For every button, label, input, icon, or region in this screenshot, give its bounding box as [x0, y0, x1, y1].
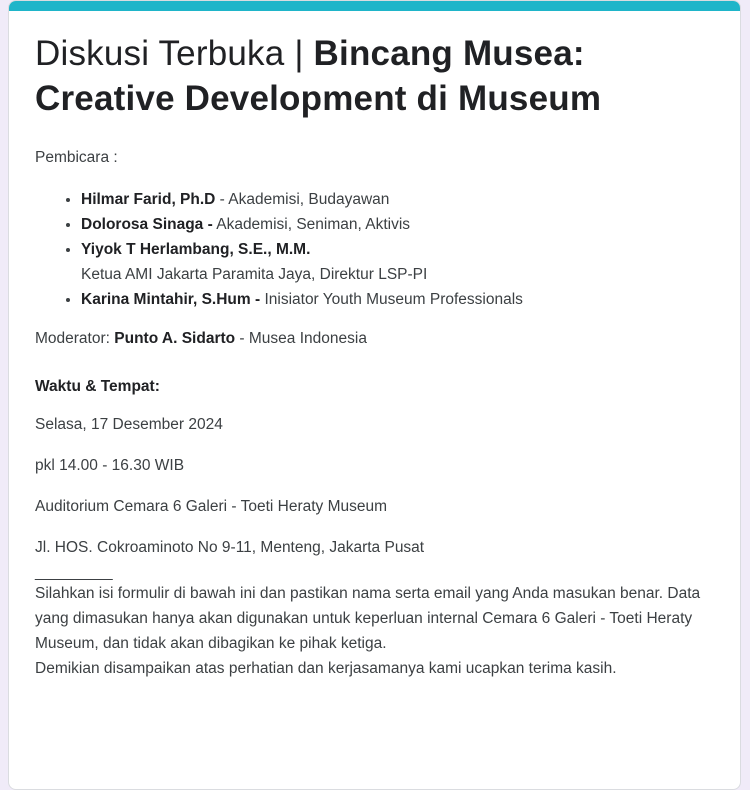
speaker-name: Dolorosa Sinaga -	[81, 216, 213, 233]
speaker-role: Akademisi, Seniman, Aktivis	[212, 216, 411, 233]
moderator-line	[35, 330, 716, 348]
event-date: Selasa, 17 Desember 2024	[35, 416, 223, 433]
waktu-tempat-label: Waktu & Tempat:	[35, 378, 160, 395]
form-description	[35, 149, 716, 681]
moderator-org: - Musea Indonesia	[235, 330, 367, 347]
speaker-name: Karina Mintahir, S.Hum -	[81, 291, 261, 308]
moderator-name: Punto A. Sidarto	[114, 330, 236, 347]
speakers-label: Pembicara :	[35, 149, 118, 166]
speaker-subline: Ketua AMI Jakarta Paramita Jaya, Direktur LSP-PI	[81, 266, 428, 283]
card-content	[9, 11, 740, 681]
speaker-role: - Akademisi, Budayawan	[215, 191, 390, 208]
list-item	[81, 212, 716, 237]
speaker-name: Yiyok T Herlambang, S.E., M.M.	[81, 241, 311, 258]
accent-bar	[9, 1, 740, 11]
event-venue: Auditorium Cemara 6 Galeri - Toeti Heraty Museum	[35, 498, 388, 515]
form-title-prefix: Diskusi Terbuka |	[35, 34, 314, 73]
speaker-role: Inisiator Youth Museum Professionals	[260, 291, 523, 308]
list-item	[81, 287, 716, 312]
list-item	[81, 237, 716, 287]
closing-note: Demikian disampaikan atas perhatian dan kerjasamanya kami ucapkan terima kasih.	[35, 660, 617, 677]
form-title	[35, 31, 716, 121]
form-title-bold: Bincang Musea: Creative Development di Museum	[35, 34, 602, 118]
form-notice: Silahkan isi formulir di bawah ini dan pastikan nama serta email yang Anda masukan benar. Data yang dimasukan hanya akan digunakan untuk keperluan internal Cemara 6 Galeri - Toeti Heraty Museum, dan tidak akan dibagikan ke pihak ketiga.	[35, 585, 701, 652]
form-header-card	[8, 0, 741, 790]
moderator-label: Moderator:	[35, 330, 115, 347]
list-item	[81, 187, 716, 212]
event-time: pkl 14.00 - 16.30 WIB	[35, 457, 185, 474]
event-address: Jl. HOS. Cokroaminoto No 9-11, Menteng, Jakarta Pusat	[35, 539, 425, 556]
speakers-list	[35, 187, 716, 312]
text-divider: _________	[35, 564, 113, 581]
speaker-name: Hilmar Farid, Ph.D	[81, 191, 216, 208]
